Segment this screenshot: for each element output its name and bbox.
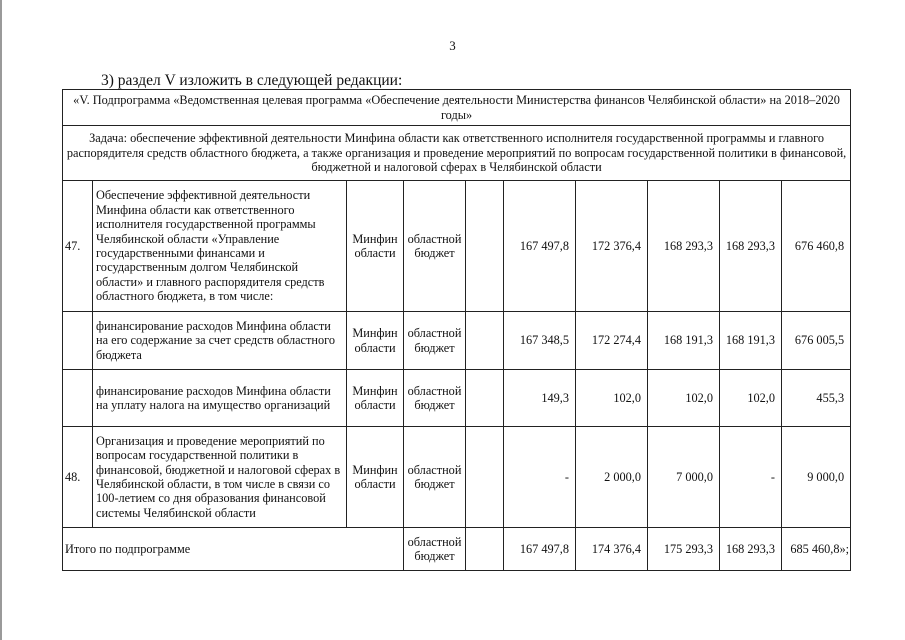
scan-edge xyxy=(0,0,2,640)
section-heading: 3) раздел V изложить в следующей редакции: xyxy=(101,72,403,89)
row-description: финансирование расходов Минфина области на уплату налога на имущество организаций xyxy=(93,370,347,427)
total-value-2018: 167 497,8 xyxy=(504,528,576,571)
task-text: Задача: обеспечение эффективной деятельности Минфина области как ответственного исполнителя государственной программы и главного распорядителя средств областного бюджета, а также организация и проведение мероприятий по вопросам государственной политики в финансовой, бюджетной и налоговой сферах в Челябинской области xyxy=(63,126,851,181)
row-value-2020: 168 191,3 xyxy=(648,312,720,370)
row-source: областной бюджет xyxy=(404,370,466,427)
row-value-2018: 167 348,5 xyxy=(504,312,576,370)
row-value-4: 102,0 xyxy=(720,370,782,427)
total-value-2020: 175 293,3 xyxy=(648,528,720,571)
total-label: Итого по подпрограмме xyxy=(63,528,404,571)
total-sum: 685 460,8»; xyxy=(782,528,851,571)
row-value-2020: 168 293,3 xyxy=(648,181,720,312)
total-source: областной бюджет xyxy=(404,528,466,571)
row-value-2018: 149,3 xyxy=(504,370,576,427)
row-description: финансирование расходов Минфина области на его содержание за счет средств областного бюджета xyxy=(93,312,347,370)
row-blank xyxy=(466,181,504,312)
row-total: 676 005,5 xyxy=(782,312,851,370)
row-executor: Минфин области xyxy=(347,181,404,312)
row-blank xyxy=(466,427,504,528)
row-executor: Минфин области xyxy=(347,312,404,370)
row-value-2019: 102,0 xyxy=(576,370,648,427)
row-value-2018: - xyxy=(504,427,576,528)
row-value-2018: 167 497,8 xyxy=(504,181,576,312)
row-source: областной бюджет xyxy=(404,427,466,528)
row-total: 676 460,8 xyxy=(782,181,851,312)
row-executor: Минфин области xyxy=(347,370,404,427)
total-value-4: 168 293,3 xyxy=(720,528,782,571)
row-total: 9 000,0 xyxy=(782,427,851,528)
row-value-4: 168 191,3 xyxy=(720,312,782,370)
row-blank xyxy=(466,370,504,427)
row-executor: Минфин области xyxy=(347,427,404,528)
row-number xyxy=(63,370,93,427)
row-value-2020: 102,0 xyxy=(648,370,720,427)
total-value-2019: 174 376,4 xyxy=(576,528,648,571)
table-row xyxy=(63,181,851,312)
program-table xyxy=(62,89,851,571)
row-total: 455,3 xyxy=(782,370,851,427)
row-source: областной бюджет xyxy=(404,312,466,370)
page-number: 3 xyxy=(449,38,456,53)
row-number: 47. xyxy=(63,181,93,312)
table-row xyxy=(63,312,851,370)
row-value-4: - xyxy=(720,427,782,528)
row-value-2019: 172 274,4 xyxy=(576,312,648,370)
row-value-2019: 2 000,0 xyxy=(576,427,648,528)
row-number xyxy=(63,312,93,370)
total-blank xyxy=(466,528,504,571)
row-blank xyxy=(466,312,504,370)
task-row xyxy=(63,126,851,181)
section-title-row xyxy=(63,90,851,126)
row-number: 48. xyxy=(63,427,93,528)
table-row xyxy=(63,427,851,528)
total-row xyxy=(63,528,851,571)
row-value-2019: 172 376,4 xyxy=(576,181,648,312)
row-value-4: 168 293,3 xyxy=(720,181,782,312)
row-source: областной бюджет xyxy=(404,181,466,312)
row-value-2020: 7 000,0 xyxy=(648,427,720,528)
row-description: Организация и проведение мероприятий по вопросам государственной политики в финансовой, бюджетной и налоговой сферах в Челябинской области, в том числе в связи со 100-летием со дня образования финансовой системы Челябинской области xyxy=(93,427,347,528)
row-description: Обеспечение эффективной деятельности Минфина области как ответственного исполнителя государственной программы Челябинской области «Управление государственными финансами и государственным долгом Челябинской области» и главного распорядителя средств областного бюджета, в том числе: xyxy=(93,181,347,312)
table-row xyxy=(63,370,851,427)
section-title: «V. Подпрограмма «Ведомственная целевая программа «Обеспечение деятельности Министерства финансов Челябинской области» на 2018–2020 годы» xyxy=(63,90,851,126)
